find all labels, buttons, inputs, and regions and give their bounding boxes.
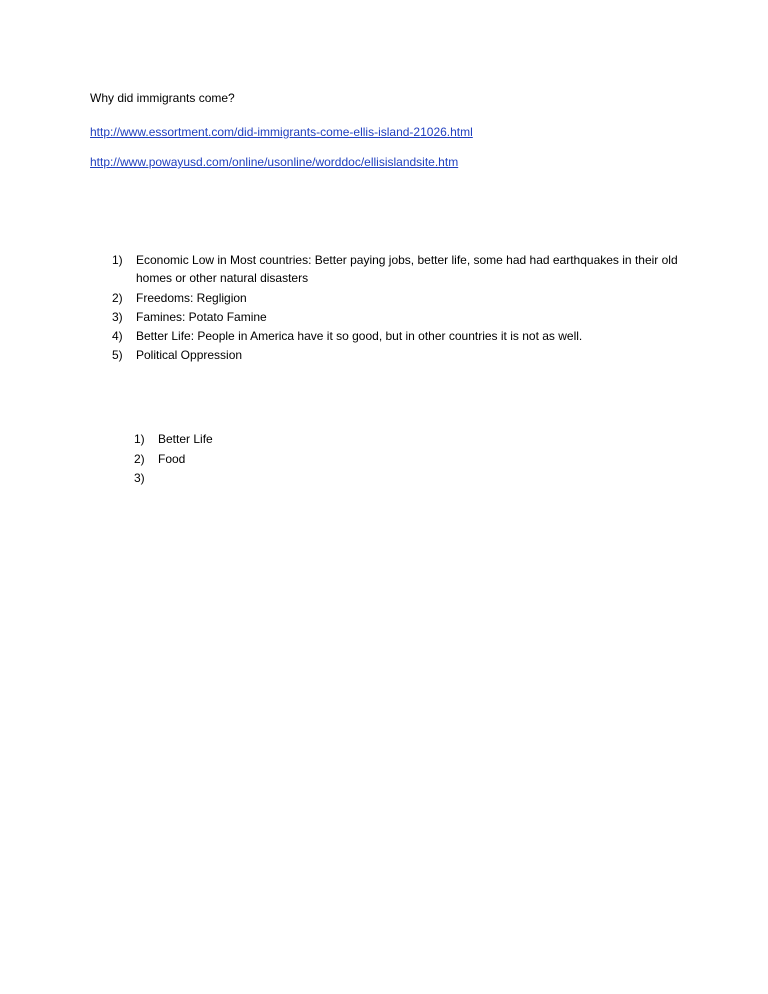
list-number: 3) <box>134 471 145 485</box>
list-item <box>112 308 696 327</box>
list-number: 4) <box>112 329 123 343</box>
list-text: Food <box>158 451 186 466</box>
list-item <box>112 251 696 287</box>
list-item <box>134 469 213 489</box>
list-number: 2) <box>112 291 123 305</box>
list-number: 2) <box>134 451 145 466</box>
page-heading: Why did immigrants come? <box>90 91 235 105</box>
list-number: 5) <box>112 348 123 362</box>
list-number: 1) <box>134 432 145 446</box>
list-item <box>112 346 696 365</box>
list-item <box>112 327 696 346</box>
reasons-list <box>112 251 696 365</box>
list-text: Famines: Potato Famine <box>136 310 267 324</box>
list-item <box>112 289 696 308</box>
list-number: 1) <box>112 253 123 267</box>
sub-list <box>134 430 213 489</box>
list-text <box>134 469 213 489</box>
list-text: Political Oppression <box>136 348 243 362</box>
list-item <box>134 430 213 450</box>
list-text: Better Life <box>158 432 213 446</box>
list-item <box>134 450 213 470</box>
list-text: Economic Low in Most countries: Better paying jobs, better life, some had had earthquakes in their old homes or other natural disasters <box>136 253 678 285</box>
list-text: Freedoms: Regligion <box>136 291 247 305</box>
essortment-link[interactable]: http://www.essortment.com/did-immigrants-come-ellis-island-21026.html <box>90 125 473 139</box>
powayusd-link[interactable]: http://www.powayusd.com/online/usonline/worddoc/ellisislandsite.htm <box>90 155 459 169</box>
list-number: 3) <box>112 310 123 324</box>
list-text: Better Life: People in America have it so good, but in other countries it is not as well. <box>136 329 583 343</box>
